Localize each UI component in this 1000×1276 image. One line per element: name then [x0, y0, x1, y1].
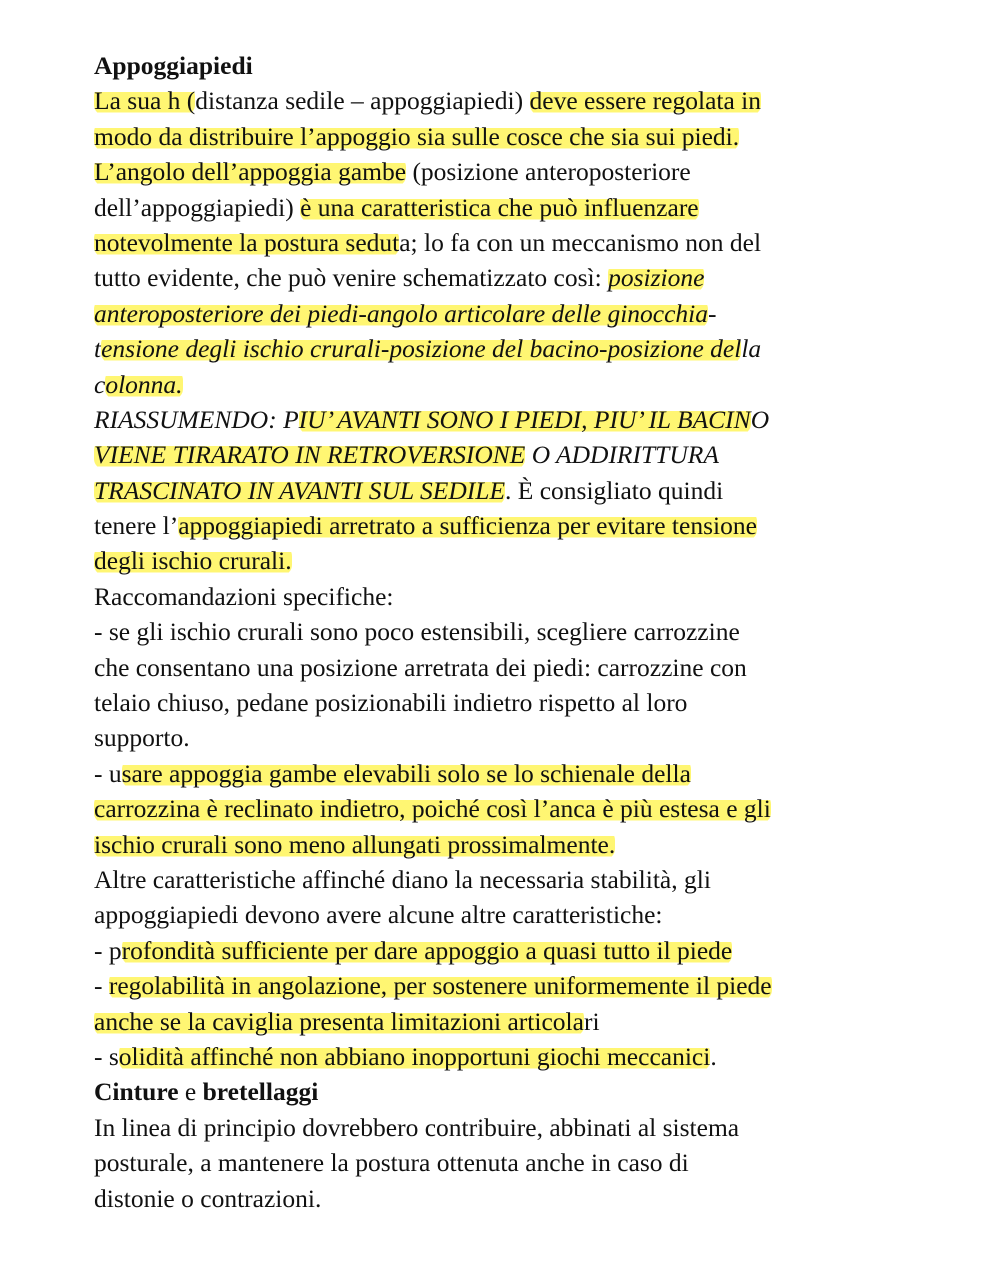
highlighted-text: olidità affinché non abbiano inopportuni giochi meccanici: [118, 1041, 711, 1071]
text-line: [94, 1145, 954, 1180]
highlighted-text: notevolmente la postura sedut: [94, 227, 400, 257]
plain-text: O ADDIRITTURA: [525, 440, 719, 470]
text-line: [94, 543, 954, 578]
plain-text: posturale, a mantenere la postura ottenuta anche in caso di: [94, 1148, 689, 1178]
plain-text: RIASSUMENDO: P: [94, 404, 299, 434]
text-line: [94, 296, 954, 331]
plain-text: .: [710, 1041, 717, 1071]
text-line: [94, 685, 954, 720]
highlighted-text: L’angolo dell’appoggia gambe: [94, 157, 407, 187]
section-heading-cinture: [94, 1074, 954, 1109]
plain-text: Altre caratteristiche affinché diano la necessaria stabilità, gli: [94, 864, 711, 894]
section-heading-appoggiapiedi: [94, 48, 954, 83]
plain-text: distanza sedile – appoggiapiedi): [195, 86, 530, 116]
subheading-raccomandazioni: Raccomandazioni specifiche:: [94, 581, 394, 611]
text-line: [94, 402, 954, 437]
document-page: [94, 48, 954, 1216]
text-line: [94, 897, 954, 932]
plain-text: dell’appoggiapiedi): [94, 192, 301, 222]
plain-text: -: [708, 298, 717, 328]
plain-text: - u: [94, 758, 122, 788]
text-line: [94, 1039, 954, 1074]
plain-text: . È consigliato quindi: [505, 475, 724, 505]
plain-text: distonie o contrazioni.: [94, 1183, 322, 1213]
highlighted-text: olonna.: [105, 369, 183, 399]
plain-text: - se gli ischio crurali sono poco estensibili, scegliere carrozzine: [94, 617, 740, 647]
text-line: [94, 933, 954, 968]
plain-text: a; lo fa con un meccanismo non del: [399, 227, 762, 257]
plain-text: supporto.: [94, 723, 190, 753]
text-line: [94, 154, 954, 189]
highlighted-text: modo da distribuire l’appoggio sia sulle cosce che sia sui piedi.: [94, 121, 740, 151]
text-line: [94, 614, 954, 649]
highlighted-text: anteroposteriore dei piedi-angolo articolare delle ginocchia: [94, 298, 709, 328]
text-line: [94, 473, 954, 508]
highlighted-text: appoggiapiedi arretrato a sufficienza per evitare tensione: [178, 511, 757, 541]
plain-text: che consentano una posizione arretrata dei piedi: carrozzine con: [94, 652, 747, 682]
plain-text: -: [94, 971, 109, 1001]
text-line: [94, 367, 954, 402]
plain-text: In linea di principio dovrebbero contribuire, abbinati al sistema: [94, 1112, 740, 1142]
highlighted-text: degli ischio crurali.: [94, 546, 292, 576]
plain-text: - p: [94, 935, 122, 965]
highlighted-text: regolabilità in angolazione, per sostenere uniformemente il piede: [108, 971, 772, 1001]
text-line: [94, 827, 954, 862]
text-line: [94, 1110, 954, 1145]
plain-text: t: [94, 334, 102, 364]
highlighted-text: La sua h (: [94, 86, 196, 116]
text-line: [94, 190, 954, 225]
plain-text: telaio chiuso, pedane posizionabili indietro rispetto al loro: [94, 688, 688, 718]
plain-text: O: [750, 404, 770, 434]
text-line: [94, 720, 954, 755]
text-line: [94, 791, 954, 826]
plain-text: appoggiapiedi devono avere alcune altre caratteristiche:: [94, 900, 663, 930]
text-line: [94, 508, 954, 543]
plain-text: c: [94, 369, 106, 399]
highlighted-text: ensione degli ischio crurali-posizione del bacino-posizione del: [101, 334, 742, 364]
plain-text: (posizione anteroposteriore: [406, 157, 691, 187]
highlighted-text: deve essere regolata in: [529, 86, 762, 116]
highlighted-text: sare appoggia gambe elevabili solo se lo schienale della: [121, 758, 691, 788]
plain-text: tenere l’: [94, 511, 179, 541]
heading-text: Cinture: [94, 1077, 179, 1107]
plain-text: la: [741, 334, 762, 364]
plain-text: - s: [94, 1041, 119, 1071]
highlighted-text: rofondità sufficiente per dare appoggio a quasi tutto il piede: [121, 935, 733, 965]
text-line: [94, 331, 954, 366]
plain-text: ri: [583, 1006, 600, 1036]
highlighted-italic-text: posizione: [608, 263, 705, 293]
text-line: [94, 862, 954, 897]
highlighted-text: è una caratteristica che può influenzare: [300, 192, 699, 222]
text-line: [94, 83, 954, 118]
highlighted-italic-text: TRASCINATO IN AVANTI SUL SEDILE: [94, 475, 506, 505]
plain-text: tutto evidente, che può venire schematizzato così:: [94, 263, 609, 293]
text-line: [94, 437, 954, 472]
text-line: [94, 225, 954, 260]
heading-text: Appoggiapiedi: [94, 51, 253, 80]
text-line: [94, 1004, 954, 1039]
text-line: [94, 579, 954, 614]
text-line: [94, 968, 954, 1003]
highlighted-text: ischio crurali sono meno allungati prossimalmente.: [94, 829, 616, 859]
text-line: [94, 119, 954, 154]
text-line: [94, 1181, 954, 1216]
text-line: [94, 650, 954, 685]
heading-text: bretellaggi: [202, 1077, 319, 1107]
highlighted-text: carrozzina è reclinato indietro, poiché così l’anca è più estesa e gli: [94, 794, 771, 824]
highlighted-text: anche se la caviglia presenta limitazioni articola: [94, 1006, 584, 1036]
highlighted-text: IU’ AVANTI SONO I PIEDI, PIU’ IL BACIN: [298, 404, 751, 434]
highlighted-text: VIENE TIRARATO IN RETROVERSIONE: [94, 440, 526, 470]
plain-text: e: [178, 1077, 203, 1107]
text-line: [94, 260, 954, 295]
text-line: [94, 756, 954, 791]
